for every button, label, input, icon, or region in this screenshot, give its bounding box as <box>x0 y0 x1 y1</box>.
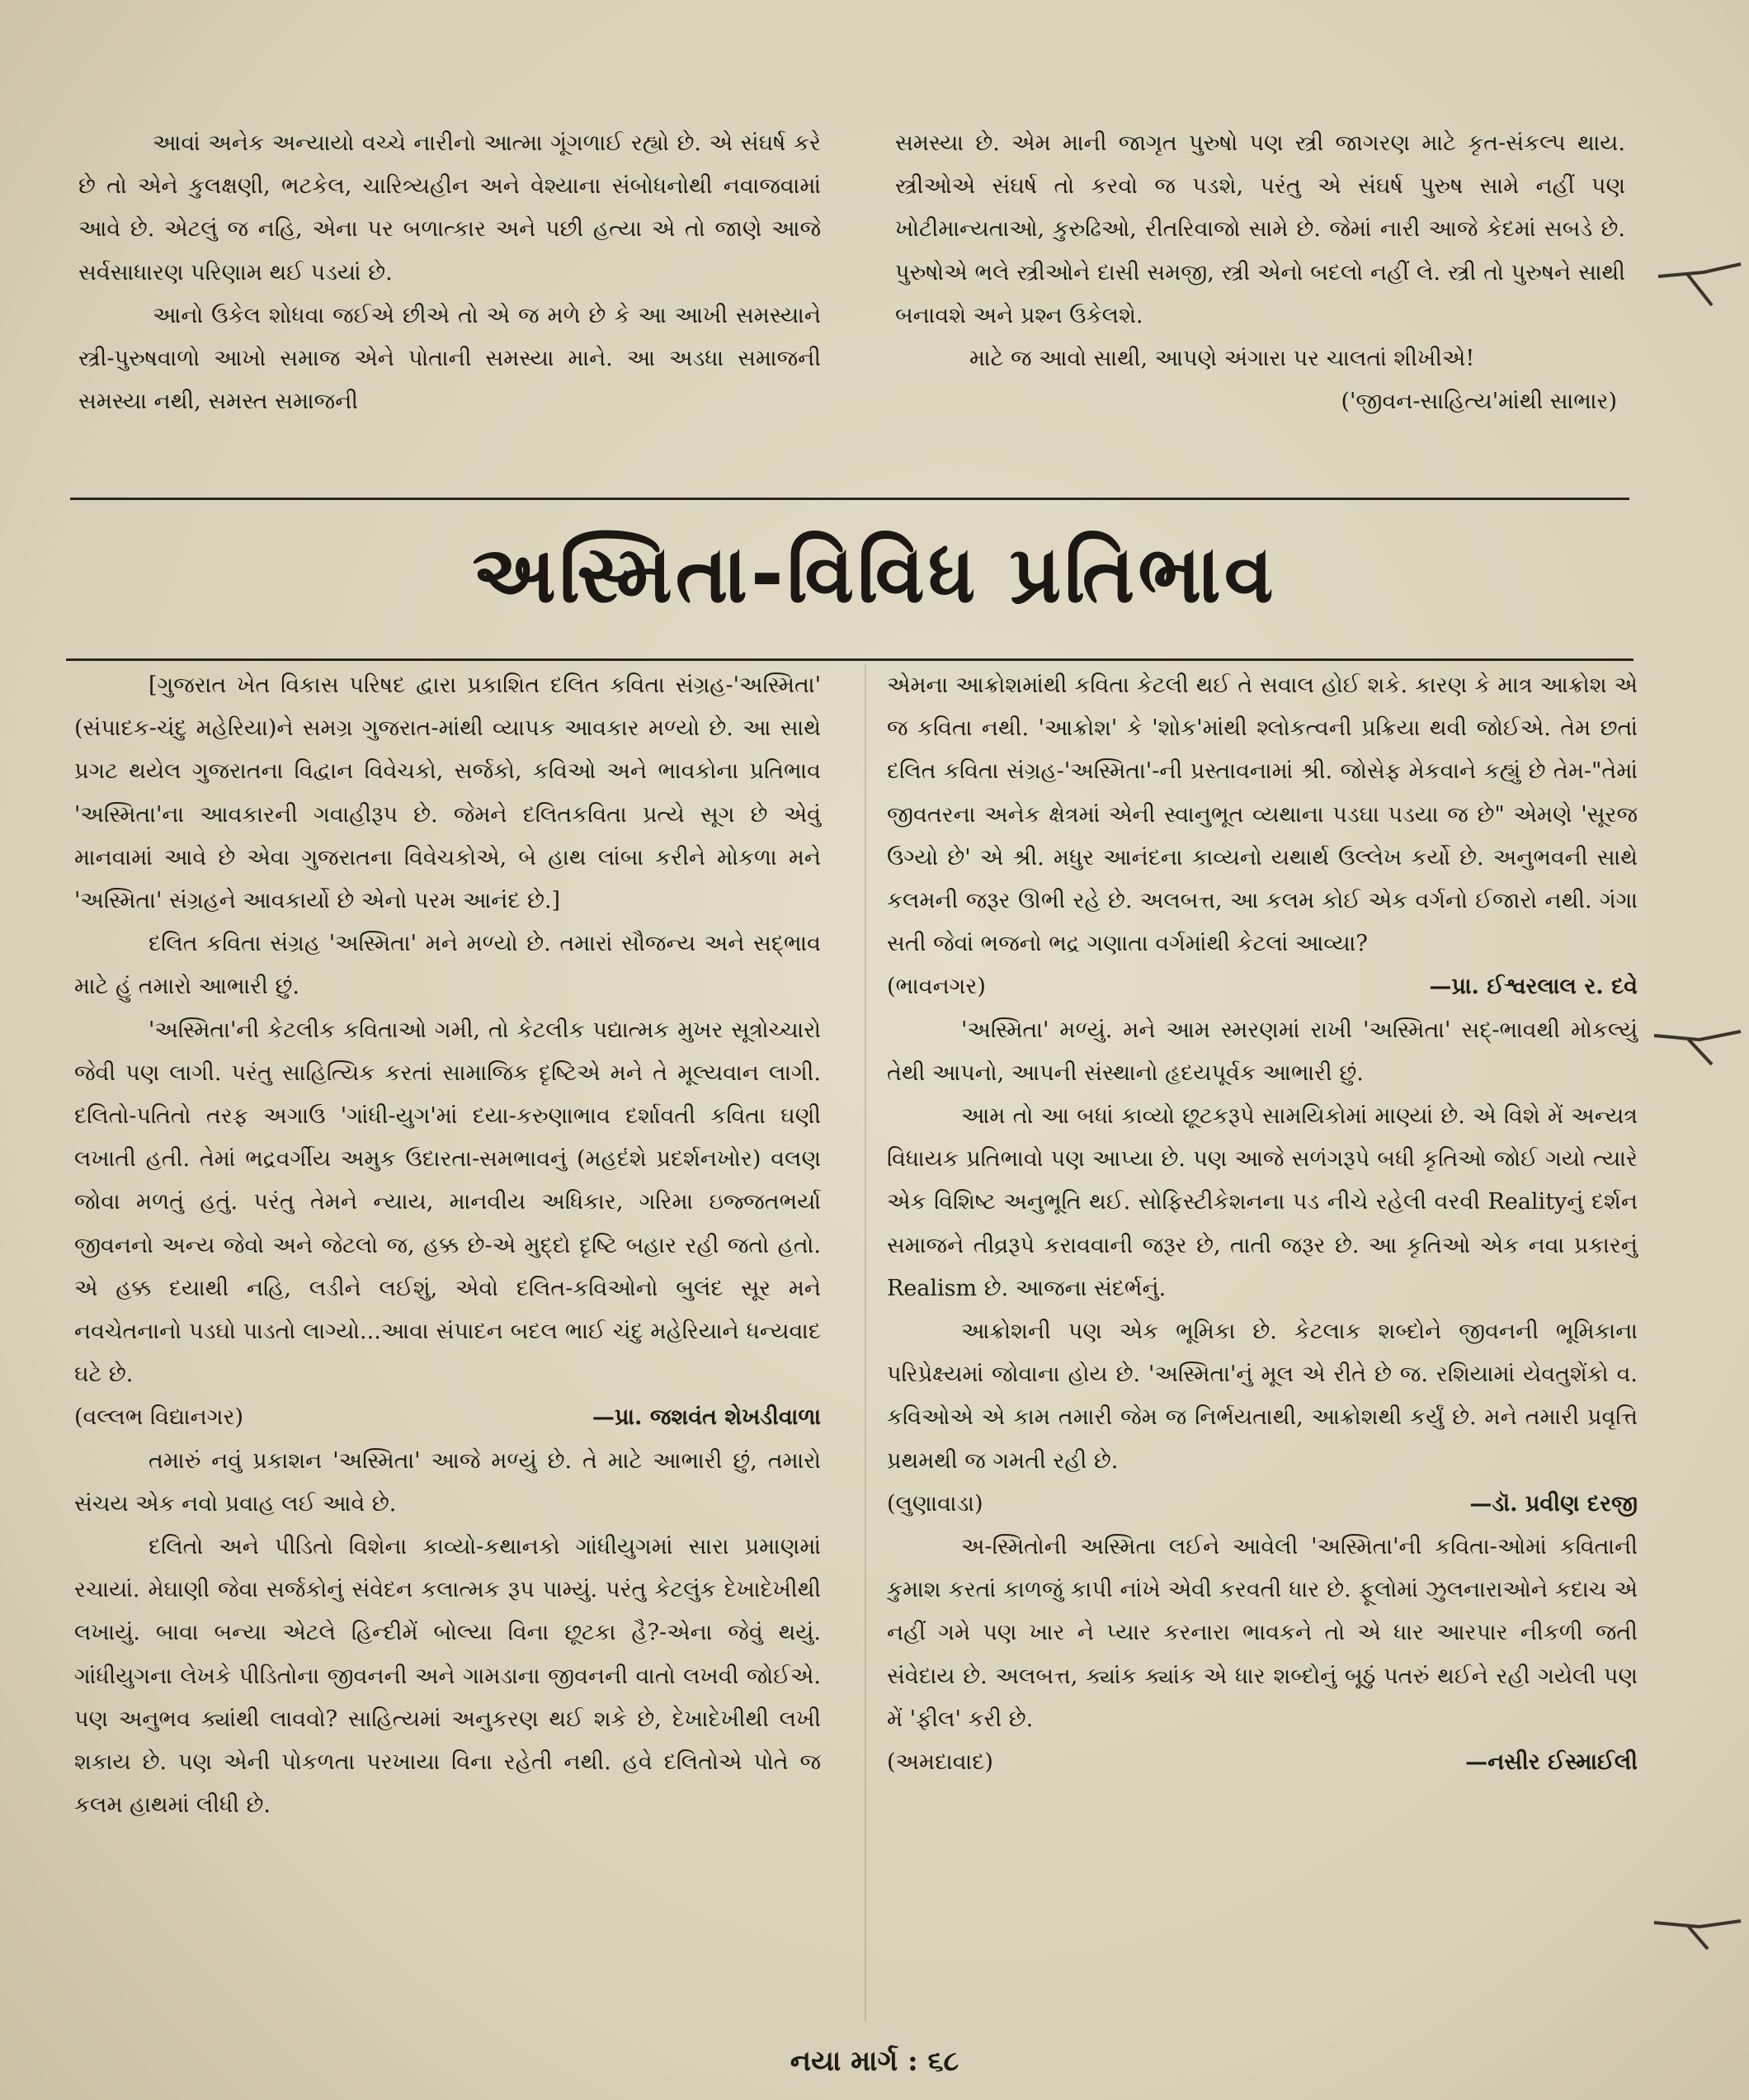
divider-top <box>70 498 1629 500</box>
paragraph: એમના આક્રોશમાંથી કવિતા કેટલી થઈ તે સવાલ હોઈ શકે. કારણ કે માત્ર આક્રોશ એ જ કવિતા નથી. 'આક્રોશ' કે 'શોક'માંથી શ્લોકત્વની પ્રક્રિયા થવી જોઈએ. તેમ છતાં દલિત કવિતા સંગ્રહ-'અસ્મિતા'-ની પ્રસ્તાવનામાં શ્રી. જોસેફ મેકવાને કહ્યું છે તેમ-"તેમાં જીવતરના અનેક ક્ષેત્રમાં એની સ્વાનુભૂત વ્યથાના પડઘા પડયા જ છે" એમણે 'સૂરજ ઉગ્યો છે' એ શ્રી. મધુર આનંદના કાવ્યનો યથાર્થ ઉલ્લેખ કર્યો છે. અનુભવની સાથે કલમની જરૂર ઊભી રહે છે. અલબત્ત, આ કલમ કોઈ એક વર્ગનો ઈજારો નથી. ગંગા સતી જેવાં ભજનો ભદ્ર ગણાતા વર્ગમાંથી કેટલાં આવ્યા? <box>887 672 1638 957</box>
column-divider <box>865 664 866 2022</box>
signature-row <box>887 1741 1638 1784</box>
right-column <box>887 664 1638 1784</box>
paragraph: આવાં અનેક અન્યાયો વચ્ચે નારીનો આત્મા ગૂંગળાઈ રહ્યો છે. એ સંઘર્ષ કરે છે તો એને કુલક્ષણી, ભટકેલ, ચારિત્ર્યહીન અને વેશ્યાના સંબોધનોથી નવાજવામાં આવે છે. એટલું જ નહિ, એના પર બળાત્કાર અને પછી હત્યા એ તો જાણે આજે સર્વસાધારણ પરિણામ થઈ પડયાં છે. <box>78 130 821 286</box>
source-credit: ('જીવન-સાહિત્ય'માંથી સાભાર) <box>1341 389 1617 415</box>
top-left-column <box>78 122 821 423</box>
signature-place: (વલ્લભ વિદ્યાનગર) <box>74 1404 243 1431</box>
signature-row <box>887 965 1638 1008</box>
paragraph: દલિતો અને પીડિતો વિશેના કાવ્યો-કથાનકો ગાંધીયુગમાં સારા પ્રમાણમાં રચાયાં. મેઘાણી જેવા સર્જકોનું સંવેદન કલાત્મક રૂપ પામ્યું. પરંતુ કેટલુંક દેખાદેખીથી લખાયું. બાવા બન્યા એટલે હિન્દીમેં બોલ્યા વિના છૂટકા હૈ?-એના જેવું થયું. ગાંધીયુગના લેખકે પીડિતોના જીવનની અને ગામડાના જીવનની વાતો લખવી જોઈએ. પણ અનુભવ ક્યાંથી લાવવો? સાહિત્યમાં અનુકરણ થઈ શકે છે, દેખાદેખીથી લખી શકાય છે. પણ એની પોકળતા પરખાયા વિના રહેતી નથી. હવે દલિતોએ પોતે જ કલમ હાથમાં લીધી છે. <box>74 1534 821 1819</box>
divider-title <box>66 658 1634 661</box>
page-footer: નયા માર્ગ : ૬૮ <box>790 2045 959 2078</box>
top-right-column <box>895 122 1625 423</box>
scratch-mark <box>1650 1011 1745 1069</box>
page-title: અસ્મિતા-વિવિધ પ્રતિભાવ <box>472 528 1277 621</box>
signature-place: (લુણાવાડા) <box>887 1490 983 1517</box>
paragraph: આનો ઉકેલ શોધવા જઈએ છીએ તો એ જ મળે છે કે આ આખી સમસ્યાને સ્ત્રી-પુરુષવાળો આખો સમાજ એને પોતાની સમસ્યા માને. આ અડધા સમાજની સમસ્યા નથી, સમસ્ત સમાજની <box>78 302 821 415</box>
paragraph: 'અસ્મિતા' મળ્યું. મને આમ સ્મરણમાં રાખી 'અસ્મિતા' સદ્-ભાવથી મોકલ્યું તેથી આપનો, આપની સંસ્થાનો હૃદયપૂર્વક આભારી છું. <box>887 1017 1638 1086</box>
signature-row <box>74 1396 821 1439</box>
signature-place: (અમદાવાદ) <box>887 1749 993 1776</box>
paragraph: માટે જ આવો સાથી, આપણે અંગારા પર ચાલતાં શીખીએ! <box>969 346 1475 372</box>
scratch-mark <box>1654 248 1745 314</box>
signature-name: —ડૉ. પ્રવીણ દરજી <box>1469 1490 1638 1517</box>
signature-name: —પ્રા. જશવંત શેખડીવાળા <box>592 1404 821 1431</box>
paragraph: અ-સ્મિતોની અસ્મિતા લઈને આવેલી 'અસ્મિતા'ની કવિતા-ઓમાં કવિતાની કુમાશ કરતાં કાળજું કાપી નાંખે એવી કરવતી ધાર છે. ફૂલોમાં ઝુલનારાઓને કદાચ એ નહીં ગમે પણ ખાર ને પ્યાર કરનારા ભાવકને તો એ ધાર આરપાર નીકળી જતી સંવેદાય છે. અલબત્ત, ક્યાંક ક્યાંક એ ધાર શબ્દોનું બૂઠું પતરું થઈને રહી ગયેલી પણ મેં 'ફીલ' કરી છે. <box>887 1534 1638 1732</box>
signature-name: —પ્રા. ઈશ્વરલાલ ર. દવે <box>1429 974 1638 1000</box>
signature-name: —નસીર ઈસ્માઈલી <box>1465 1749 1638 1776</box>
scratch-mark <box>1650 1898 1745 1956</box>
left-column <box>74 664 821 1827</box>
signature-place: (ભાવનગર) <box>887 974 986 1000</box>
signature-row <box>887 1483 1638 1526</box>
paragraph: તમારું નવું પ્રકાશન 'અસ્મિતા' આજે મળ્યું છે. તે માટે આભારી છું, તમારો સંચય એક નવો પ્રવાહ લઈ આવે છે. <box>74 1447 821 1517</box>
paragraph: આક્રોશની પણ એક ભૂમિકા છે. કેટલાક શબ્દોને જીવનની ભૂમિકાના પરિપ્રેક્ષ્યમાં જોવાના હોય છે. 'અસ્મિતા'નું મૂલ એ રીતે છે જ. રશિયામાં યેવતુશેંકો વ. કવિઓએ એ કામ તમારી જેમ જ નિર્ભયતાથી, આક્રોશથી કર્યું છે. મને તમારી પ્રવૃત્તિ પ્રથમથી જ ગમતી રહી છે. <box>887 1319 1638 1474</box>
paragraph: સમસ્યા છે. એમ માની જાગૃત પુરુષો પણ સ્ત્રી જાગરણ માટે કૃત-સંકલ્પ થાય. સ્ત્રીઓએ સંઘર્ષ તો કરવો જ પડશે, પરંતુ એ સંઘર્ષ પુરુષ સામે નહીં પણ ખોટીમાન્યતાઓ, કુરુઢિઓ, રીતરિવાજો સામે છે. જેમાં નારી આજે કેદમાં સબડે છે. પુરુષોએ ભલે સ્ત્રીઓને દાસી સમજી, સ્ત્રી એનો બદલો નહીં લે. સ્ત્રી તો પુરુષને સાથી બનાવશે અને પ્રશ્ન ઉકેલશે. <box>895 130 1625 328</box>
paragraph: દલિત કવિતા સંગ્રહ 'અસ્મિતા' મને મળ્યો છે. તમારાં સૌજન્ય અને સદ્ભાવ માટે હું તમારો આભારી છું. <box>74 931 821 1000</box>
intro-paragraph: [ગુજરાત ખેત વિકાસ પરિષદ દ્વારા પ્રકાશિત દલિત કવિતા સંગ્રહ-'અસ્મિતા' (સંપાદક-ચંદુ મહેરિયા)ને સમગ્ર ગુજરાત-માંથી વ્યાપક આવકાર મળ્યો છે. આ સાથે પ્રગટ થયેલ ગુજરાતના વિદ્વાન વિવેચકો, સર્જકો, કવિઓ અને ભાવકોના પ્રતિભાવ 'અસ્મિતા'ના આવકારની ગવાહીરૂપ છે. જેમને દલિતકવિતા પ્રત્યે સૂગ છે એવું માનવામાં આવે છે એવા ગુજરાતના વિવેચકોએ, બે હાથ લાંબા કરીને મોકળા મને 'અસ્મિતા' સંગ્રહને આવકાર્યો છે એનો પરમ આનંદ છે.] <box>74 672 821 914</box>
paragraph: આમ તો આ બધાં કાવ્યો છૂટકરૂપે સામયિકોમાં માણ્યાં છે. એ વિશે મેં અન્યત્ર વિધાયક પ્રતિભાવો પણ આપ્યા છે. પણ આજે સળંગરૂપે બધી કૃતિઓ જોઈ ગયો ત્યારે એક વિશિષ્ટ અનુભૂતિ થઈ. સોફિસ્ટીકેશનના પડ નીચે રહેલી વરવી Realityનું દર્શન સમાજને તીવ્રરૂપે કરાવવાની જરૂર છે, તાતી જરૂર છે. આ કૃતિઓ એક નવા પ્રકારનું Realism છે. આજના સંદર્ભનું. <box>887 1103 1638 1301</box>
paragraph: 'અસ્મિતા'ની કેટલીક કવિતાઓ ગમી, તો કેટલીક પદ્યાત્મક મુખર સૂત્રોચ્ચારો જેવી પણ લાગી. પરંતુ સાહિત્યિક કરતાં સામાજિક દૃષ્ટિએ મને તે મૂલ્યવાન લાગી. દલિતો-પતિતો તરફ અગાઉ 'ગાંધી-યુગ'માં દયા-કરુણાભાવ દર્શાવતી કવિતા ઘણી લખાતી હતી. તેમાં ભદ્રવર્ગીય અમુક ઉદારતા-સમભાવનું (મહદંશે પ્રદર્શનખોર) વલણ જોવા મળતું હતું. પરંતુ તેમને ન્યાય, માનવીય અધિકાર, ગરિમા ઇજ્જતભર્યા જીવનનો અન્ય જેવો અને જેટલો જ, હક્ક છે-એ મુદ્દો દૃષ્ટિ બહાર રહી જતો હતો. એ હક્ક દયાથી નહિ, લડીને લઈશું, એવો દલિત-કવિઓનો બુલંદ સૂર મને નવચેતનાનો પડઘો પાડતો લાગ્યો...આવા સંપાદન બદલ ભાઈ ચંદુ મહેરિયાને ધન્યવાદ ઘટે છે. <box>74 1017 821 1388</box>
